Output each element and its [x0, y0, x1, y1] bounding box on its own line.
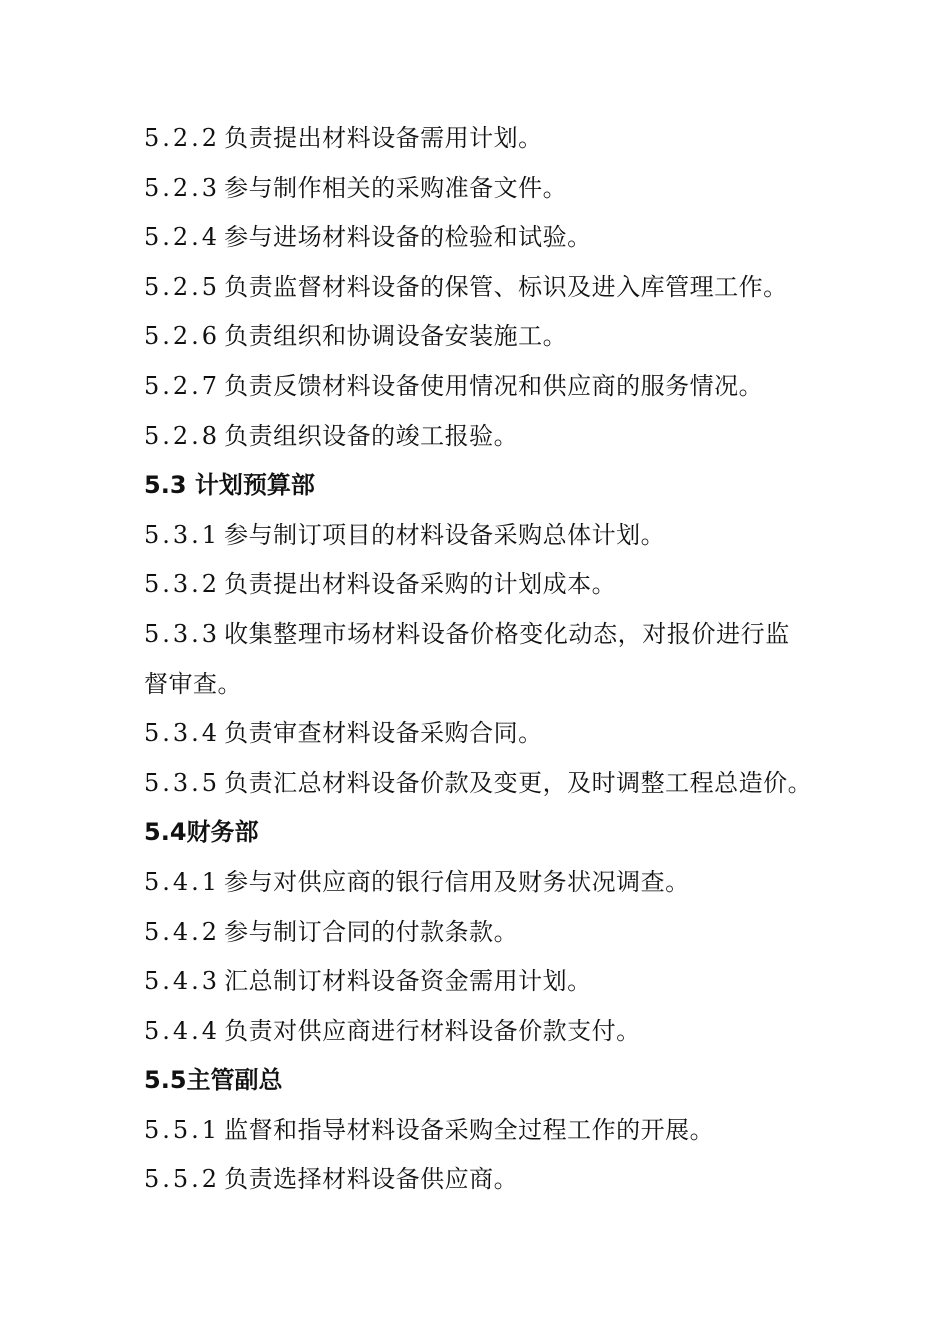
- item-text: 参与制作相关的采购准备文件。: [224, 173, 568, 202]
- item-text: 负责提出材料设备需用计划。: [224, 124, 543, 152]
- section-heading: [144, 808, 824, 858]
- item-number: 5.2.8: [144, 421, 221, 450]
- item-number: 5.5.1: [144, 1115, 221, 1144]
- heading-text: 主管副总: [186, 1066, 283, 1095]
- item-text: 负责对供应商进行材料设备价款支付。: [224, 1016, 641, 1045]
- item-number: 5.4.3: [144, 967, 221, 996]
- item-number: 5.2.5: [144, 272, 221, 301]
- item-text: 参与进场材料设备的检验和试验。: [224, 223, 592, 252]
- item-text: 收集整理市场材料设备价格变化动态，对报价进行监: [224, 619, 790, 648]
- item-text: 监督和指导材料设备采购全过程工作的开展。: [224, 1115, 715, 1144]
- item-text: 负责提出材料设备采购的计划成本。: [224, 570, 617, 599]
- list-item: [144, 164, 824, 214]
- list-item: [144, 362, 824, 412]
- item-text: 参与对供应商的银行信用及财务状况调查。: [224, 867, 690, 896]
- item-number: 5.2.4: [144, 223, 221, 252]
- list-item: [144, 759, 824, 809]
- item-number: 5.4.2: [144, 917, 221, 946]
- item-text: 负责组织和协调设备安装施工。: [224, 322, 568, 351]
- list-item: [144, 1155, 824, 1205]
- item-number: 5.5.2: [144, 1165, 221, 1194]
- item-number: 5.2.6: [144, 322, 221, 351]
- list-item: [144, 213, 824, 263]
- list-item-continuation: [144, 660, 824, 710]
- item-text: 汇总制订材料设备资金需用计划。: [224, 967, 592, 996]
- list-item: [144, 1106, 824, 1156]
- item-number: 5.2.2: [144, 124, 221, 152]
- item-text: 参与制订项目的材料设备采购总体计划。: [224, 520, 666, 549]
- item-text: 参与制订合同的付款条款。: [224, 917, 519, 946]
- item-number: 5.3.2: [144, 570, 221, 599]
- list-item: [144, 1007, 824, 1057]
- list-item: [144, 858, 824, 908]
- heading-number: 5.3: [144, 471, 187, 500]
- list-item: [144, 560, 824, 610]
- section-heading: [144, 461, 824, 511]
- item-text: 负责审查材料设备采购合同。: [224, 719, 543, 748]
- item-text: 负责监督材料设备的保管、标识及进入库管理工作。: [224, 272, 788, 301]
- list-item: [144, 114, 824, 164]
- item-number: 5.4.1: [144, 867, 221, 896]
- item-number: 5.3.4: [144, 719, 221, 748]
- document-body: [144, 114, 824, 1205]
- list-item: [144, 412, 824, 462]
- heading-text: 计划预算部: [194, 471, 315, 500]
- item-text: 负责选择材料设备供应商。: [224, 1165, 519, 1194]
- item-number: 5.3.1: [144, 520, 221, 549]
- item-text: 负责汇总材料设备价款及变更，及时调整工程总造价。: [224, 768, 813, 797]
- list-item: [144, 511, 824, 561]
- list-item: [144, 312, 824, 362]
- item-text: 督审查。: [144, 669, 242, 698]
- item-number: 5.3.5: [144, 768, 221, 797]
- list-item: [144, 709, 824, 759]
- heading-number: 5.4: [144, 818, 187, 847]
- list-item: [144, 957, 824, 1007]
- item-text: 负责反馈材料设备使用情况和供应商的服务情况。: [224, 371, 764, 400]
- item-text: 负责组织设备的竣工报验。: [224, 421, 519, 450]
- list-item: [144, 610, 824, 660]
- item-number: 5.3.3: [144, 619, 221, 648]
- list-item: [144, 263, 824, 313]
- item-number: 5.2.3: [144, 173, 221, 202]
- item-number: 5.4.4: [144, 1016, 221, 1045]
- heading-number: 5.5: [144, 1066, 187, 1095]
- section-heading: [144, 1056, 824, 1106]
- heading-text: 财务部: [186, 818, 259, 847]
- list-item: [144, 908, 824, 958]
- item-number: 5.2.7: [144, 371, 221, 400]
